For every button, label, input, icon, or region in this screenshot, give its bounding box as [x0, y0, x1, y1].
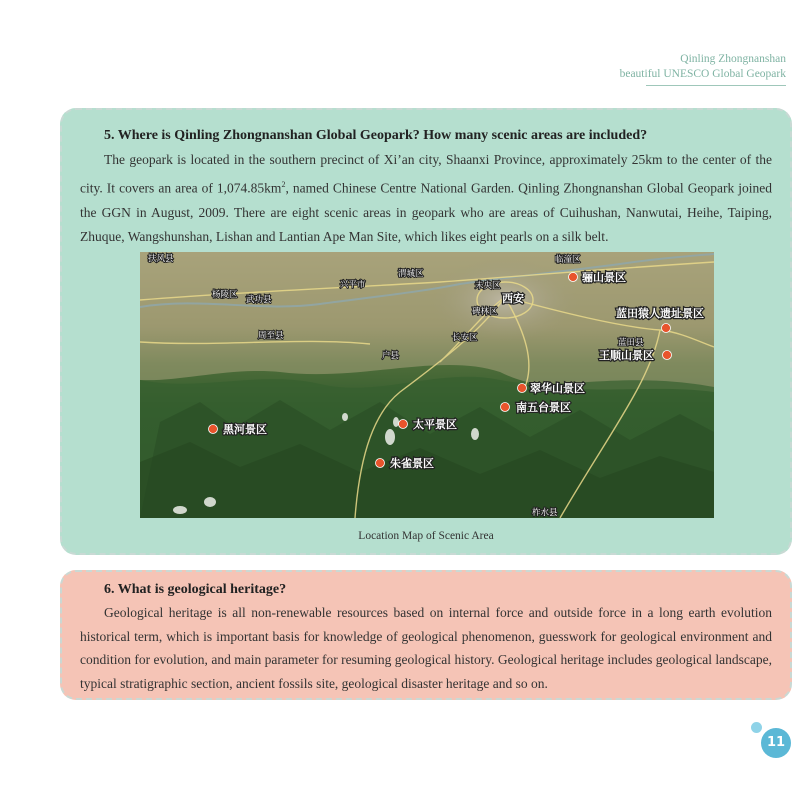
- marker-lantian: [662, 324, 671, 333]
- section-5-paragraph: [80, 148, 772, 250]
- town-xingping: 兴平市: [340, 280, 366, 290]
- town-lantian: 蓝田县: [618, 338, 644, 348]
- label-wangshunshan: 王顺山景区: [599, 349, 654, 362]
- town-zhouzhi: 周至县: [258, 331, 284, 341]
- header-line-1: Qinling Zhongnanshan: [680, 53, 786, 65]
- label-taiping: 太平景区: [413, 418, 457, 431]
- running-header: [620, 52, 786, 82]
- satellite-map-image: [140, 252, 714, 518]
- section-6-title: 6. What is geological heritage?: [104, 582, 287, 597]
- marker-lishan: [569, 273, 578, 282]
- scenic-area-map: [140, 252, 714, 518]
- town-huxian: 户县: [382, 351, 400, 361]
- marker-cuihuashan: [518, 384, 527, 393]
- town-zhashui: 柞水县: [532, 508, 558, 518]
- town-weicheng: 渭城区: [398, 269, 424, 279]
- page-decoration-dot: [751, 722, 762, 733]
- section-6-card: [60, 570, 792, 700]
- section-5-card: [60, 108, 792, 555]
- label-lantian: 蓝田猿人遗址景区: [616, 307, 704, 320]
- label-heihe: 黑河景区: [223, 423, 267, 436]
- label-xian: 西安: [502, 292, 524, 305]
- label-cuihuashan: 翠华山景区: [530, 382, 585, 395]
- superscript-2: 2: [281, 179, 286, 189]
- header-line-2: beautiful UNESCO Global Geopark: [619, 68, 786, 80]
- label-lishan: 骊山景区: [582, 271, 626, 284]
- section-5-text-b: , named Chinese Centre National Garden. Qinling Zhongnanshan Global Geopark joined the GGN in August, 2009. There are eight scenic areas in geopark who are areas of Cuihushan, Nanwutai, Heihe, Taiping, Zhuque, Wangshunshan, Lishan and Lantian Ape Man Site, which likes eight pearls on a silk belt.: [80, 180, 772, 245]
- label-nanwutai: 南五台景区: [516, 401, 571, 414]
- marker-wangshunshan: [663, 351, 672, 360]
- section-5-title: 5. Where is Qinling Zhongnanshan Global Geopark? How many scenic areas are included?: [104, 128, 648, 143]
- marker-zhuque: [376, 459, 385, 468]
- town-weiyang: 未央区: [475, 281, 501, 291]
- marker-heihe: [209, 425, 218, 434]
- town-changan: 长安区: [452, 333, 478, 343]
- town-beilin: 碑林区: [472, 307, 498, 317]
- town-wugong: 武功县: [246, 295, 272, 305]
- marker-taiping: [399, 420, 408, 429]
- header-rule: [646, 85, 786, 86]
- map-caption: Location Map of Scenic Area: [358, 530, 494, 542]
- section-5-text-a: The geopark is located in the southern precinct of Xi’an city, Shaanxi Province, approximately 25km to the center of the city. It covers an area of 1,074.85km: [80, 152, 772, 196]
- section-6-paragraph: Geological heritage is all non-renewable resources based on internal force and outside force in a long earth evolution historical term, which is important basis for knowledge of geological phenomenon, guesswork for geological environment and condition for evolution, and main parameter for resuming geological history. Geological heritage includes geological landscape, typical stratigraphic section, ancient fossils site, geological disaster heritage and so on.: [80, 605, 772, 691]
- page-number: 11: [761, 728, 791, 758]
- label-zhuque: 朱雀景区: [390, 457, 434, 470]
- town-fufeng: 扶风县: [148, 254, 174, 264]
- town-lintong: 临潼区: [555, 255, 581, 265]
- town-yangling: 杨陵区: [212, 290, 238, 300]
- marker-nanwutai: [501, 403, 510, 412]
